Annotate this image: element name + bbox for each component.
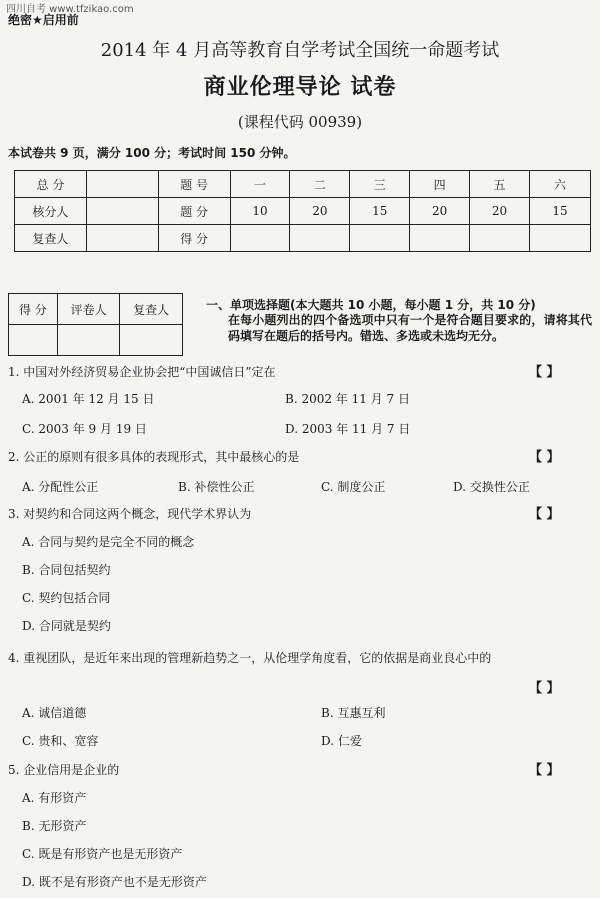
- option: B. 互惠互利: [321, 706, 386, 720]
- option: A. 有形资产: [22, 791, 87, 805]
- reviewer-label: 复查人: [15, 225, 87, 252]
- section-got: [410, 225, 470, 252]
- answer-bracket: 【 】: [529, 450, 560, 465]
- option: A. 2001 年 12 月 15 日: [22, 392, 155, 406]
- option: D. 既不是有形资产也不是无形资产: [22, 875, 207, 889]
- section-points: 20: [470, 198, 530, 225]
- total-label: 总 分: [15, 171, 87, 198]
- answer-bracket: 【 】: [529, 365, 560, 380]
- reviewer-value: [86, 225, 158, 252]
- exam-info: 本试卷共 9 页，满分 100 分；考试时间 150 分钟。: [8, 146, 296, 160]
- course-code: (课程代码 00939): [237, 113, 363, 131]
- grader-score-label: 得 分: [9, 294, 58, 325]
- section-got: [290, 225, 350, 252]
- question-text: 4. 重视团队，是近年来出现的管理新趋势之一，从伦理学角度看，它的依据是商业良心中的: [8, 651, 492, 665]
- section-header: 六: [530, 171, 591, 198]
- section-header: 三: [350, 171, 410, 198]
- option: C. 既是有形资产也是无形资产: [22, 847, 183, 861]
- answer-bracket: 【 】: [529, 681, 560, 696]
- points-label: 题 分: [158, 198, 230, 225]
- score-row-got: [15, 225, 591, 252]
- checker-label: 核分人: [15, 198, 87, 225]
- grader-reviewer-cell: [120, 325, 183, 356]
- grader-box: [8, 293, 183, 356]
- answer-bracket: 【 】: [529, 507, 560, 522]
- answer-bracket: 【 】: [529, 763, 560, 778]
- option: C. 契约包括合同: [22, 591, 111, 605]
- question-text: 3. 对契约和合同这两个概念，现代学术界认为: [8, 507, 252, 521]
- got-label: 得 分: [158, 225, 230, 252]
- section-got: [230, 225, 290, 252]
- score-table: [14, 170, 591, 252]
- watermark: 四川自考 www.tfzikao.com: [6, 4, 134, 15]
- score-row-points: [15, 198, 591, 225]
- option: B. 补偿性公正: [178, 480, 255, 494]
- grader-label: 评卷人: [57, 294, 120, 325]
- option: C. 制度公正: [321, 480, 386, 494]
- section-points: 15: [350, 198, 410, 225]
- option: B. 合同包括契约: [22, 563, 111, 577]
- section-header: 二: [290, 171, 350, 198]
- option: D. 合同就是契约: [22, 619, 111, 633]
- section-header: 一: [230, 171, 290, 198]
- checker-value: [86, 198, 158, 225]
- qnum-label: 题 号: [158, 171, 230, 198]
- option: C. 2003 年 9 月 19 日: [22, 422, 147, 436]
- section-header: 四: [410, 171, 470, 198]
- option: D. 交换性公正: [453, 480, 530, 494]
- section-got: [470, 225, 530, 252]
- section-heading: 一、单项选择题(本大题共 10 小题，每小题 1 分，共 10 分): [206, 298, 536, 312]
- question-text: 1. 中国对外经济贸易企业协会把“中国诚信日”定在: [8, 365, 276, 379]
- score-row-header: [15, 171, 591, 198]
- option: B. 无形资产: [22, 819, 87, 833]
- grader-reviewer-label: 复查人: [120, 294, 183, 325]
- question-text: 5. 企业信用是企业的: [8, 763, 120, 777]
- section-points: 15: [530, 198, 591, 225]
- grader-cell: [57, 325, 120, 356]
- exam-title: 2014 年 4 月高等教育自学考试全国统一命题考试: [100, 40, 500, 61]
- section-points: 10: [230, 198, 290, 225]
- total-value: [86, 171, 158, 198]
- option: D. 仁爱: [321, 734, 362, 748]
- section-got: [350, 225, 410, 252]
- option: C. 贵和、宽容: [22, 734, 99, 748]
- option: A. 合同与契约是完全不同的概念: [22, 535, 195, 549]
- option: B. 2002 年 11 月 7 日: [285, 392, 410, 406]
- section-got: [530, 225, 591, 252]
- option: A. 分配性公正: [22, 480, 99, 494]
- grader-score-cell: [9, 325, 58, 356]
- section-points: 20: [290, 198, 350, 225]
- question-text: 2. 公正的原则有很多具体的表现形式，其中最核心的是: [8, 450, 300, 464]
- subject-title: 商业伦理导论 试卷: [203, 74, 397, 100]
- section-header: 五: [470, 171, 530, 198]
- secrecy-label: 绝密★启用前: [8, 13, 79, 27]
- section-points: 20: [410, 198, 470, 225]
- option: A. 诚信道德: [22, 706, 87, 720]
- option: D. 2003 年 11 月 7 日: [285, 422, 411, 436]
- section-instructions: 在每小题列出的四个备选项中只有一个是符合题目要求的，请将其代码填写在题后的括号内。错选、多选或未选均无分。: [228, 313, 592, 343]
